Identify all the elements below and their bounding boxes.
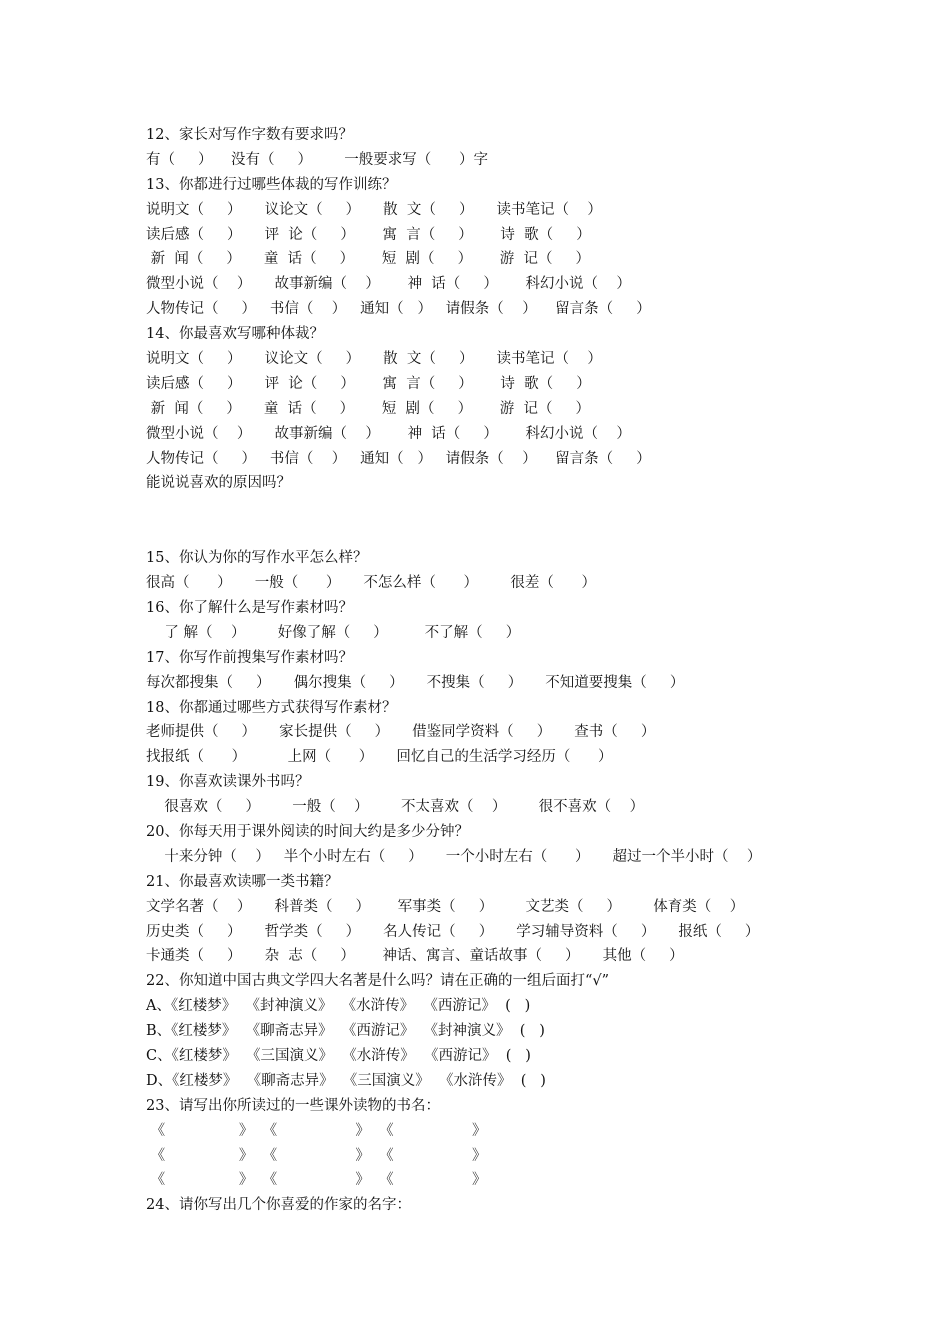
options-line: 读后感（ ） 评 论（ ） 寓 言（ ） 诗 歌（ ） bbox=[146, 226, 591, 243]
question-16: 16、你了解什么是写作素材吗？ bbox=[146, 599, 353, 616]
answer-space bbox=[146, 496, 906, 546]
question-17: 17、你写作前搜集写作素材吗？ bbox=[146, 649, 353, 666]
choice-b: B、《红楼梦》 《聊斋志异》 《西游记》 《封神演义》 ( ) bbox=[146, 1023, 545, 1040]
question-21: 21、你最喜欢读哪一类书籍？ bbox=[146, 873, 339, 890]
question-22: 22、你知道中国古典文学四大名著是什么吗？请在正确的一组后面打“√” bbox=[146, 973, 610, 990]
options-line: 微型小说（ ） 故事新编（ ） 神 话（ ） 科幻小说（ ） bbox=[146, 425, 631, 442]
options-line: 文学名著（ ） 科普类（ ） 军事类（ ） 文艺类（ ） 体育类（ ） bbox=[146, 898, 745, 915]
question-19: 19、你喜欢读课外书吗？ bbox=[146, 774, 310, 791]
choice-c: C、《红楼梦》 《三国演义》 《水浒传》 《西游记》 ( ) bbox=[146, 1047, 531, 1064]
question-24: 24、请你写出几个你喜爱的作家的名字： bbox=[146, 1197, 411, 1214]
options-line: 十来分钟（ ） 半个小时左右（ ） 一个小时左右（ ） 超过一个半小时（ ） bbox=[146, 848, 762, 865]
question-12: 12、家长对写作字数有要求吗？ bbox=[146, 127, 353, 143]
book-title-blanks: 《 》 《 》 《 》 bbox=[146, 1147, 487, 1164]
options-line: 了 解（ ） 好像了解（ ） 不了解（ ） bbox=[146, 624, 521, 641]
options-line: 每次都搜集（ ） 偶尔搜集（ ） 不搜集（ ） 不知道要搜集（ ） bbox=[146, 674, 685, 691]
choice-d: D、《红楼梦》 《聊斋志异》 《三国演义》 《水浒传》 ( ) bbox=[146, 1072, 546, 1089]
choice-a: A、《红楼梦》 《封神演义》 《水浒传》 《西游记》 ( ) bbox=[146, 998, 531, 1015]
options-line: 新 闻（ ） 童 话（ ） 短 剧（ ） 游 记（ ） bbox=[146, 251, 591, 268]
options-line: 老师提供（ ） 家长提供（ ） 借鉴同学资料（ ） 查书（ ） bbox=[146, 724, 656, 741]
question-20: 20、你每天用于课外阅读的时间大约是多少分钟？ bbox=[146, 823, 469, 840]
options-line: 说明文（ ） 议论文（ ） 散 文（ ） 读书笔记（ ） bbox=[146, 351, 602, 368]
options-line: 有（ ） 没有（ ） 一般要求写（ ）字 bbox=[146, 151, 488, 168]
book-title-blanks: 《 》 《 》 《 》 bbox=[146, 1122, 487, 1139]
options-line: 读后感（ ） 评 论（ ） 寓 言（ ） 诗 歌（ ） bbox=[146, 375, 591, 392]
options-line: 新 闻（ ） 童 话（ ） 短 剧（ ） 游 记（ ） bbox=[146, 400, 591, 417]
options-line: 很喜欢（ ） 一般（ ） 不太喜欢（ ） 很不喜欢（ ） bbox=[146, 799, 645, 816]
options-line: 找报纸（ ） 上网（ ） 回忆自己的生活学习经历（ ） bbox=[146, 749, 613, 766]
options-line: 人物传记（ ） 书信（ ） 通知（ ） 请假条（ ） 留言条（ ） bbox=[146, 301, 651, 318]
options-line: 微型小说（ ） 故事新编（ ） 神 话（ ） 科幻小说（ ） bbox=[146, 276, 631, 293]
options-line: 很高（ ） 一般（ ） 不怎么样（ ） 很差（ ） bbox=[146, 575, 596, 592]
question-23: 23、请写出你所读过的一些课外读物的书名： bbox=[146, 1097, 440, 1114]
book-title-blanks: 《 》 《 》 《 》 bbox=[146, 1172, 487, 1189]
document-body bbox=[146, 123, 906, 1218]
reason-prompt: 能说说喜欢的原因吗？ bbox=[146, 475, 291, 492]
question-15: 15、你认为你的写作水平怎么样？ bbox=[146, 550, 368, 567]
options-line: 说明文（ ） 议论文（ ） 散 文（ ） 读书笔记（ ） bbox=[146, 201, 602, 218]
options-line: 人物传记（ ） 书信（ ） 通知（ ） 请假条（ ） 留言条（ ） bbox=[146, 450, 651, 467]
options-line: 卡通类（ ） 杂 志（ ） 神话、寓言、童话故事（ ） 其他（ ） bbox=[146, 948, 684, 965]
question-13: 13、你都进行过哪些体裁的写作训练？ bbox=[146, 176, 397, 193]
options-line: 历史类（ ） 哲学类（ ） 名人传记（ ） 学习辅导资料（ ） 报纸（ ） bbox=[146, 923, 760, 940]
question-14: 14、你最喜欢写哪种体裁？ bbox=[146, 326, 324, 343]
question-18: 18、你都通过哪些方式获得写作素材？ bbox=[146, 699, 397, 716]
